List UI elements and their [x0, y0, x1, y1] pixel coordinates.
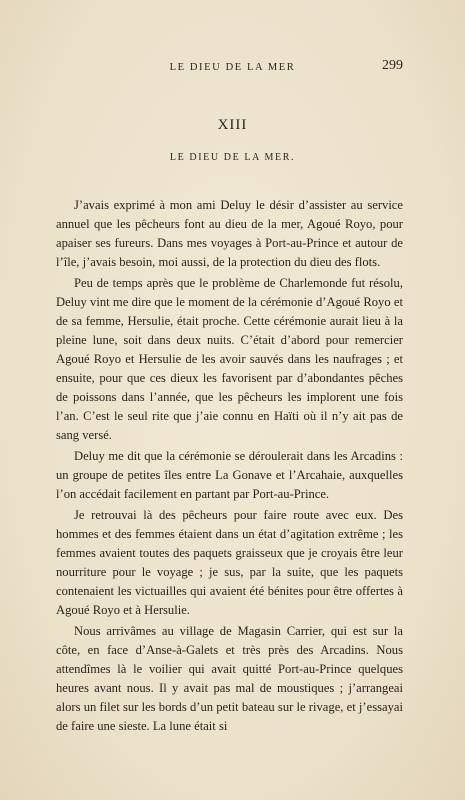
chapter-number: XIII — [217, 117, 248, 133]
body-text — [56, 196, 403, 738]
running-title: LE DIEU DE LA MER — [169, 62, 296, 73]
paragraph: J’avais exprimé à mon ami Deluy le désir d’assister au service annuel que les pêcheurs font au dieu de la mer, Agoué Royo, pour apaiser ses fureurs. Dans mes voyages à Port-au-Prince et autour de l’île, j’avais besoin, moi aussi, de la protection du dieu des flots. — [56, 198, 403, 269]
chapter-title: LE DIEU DE LA MER. — [169, 152, 296, 163]
paragraph: Deluy me dit que la cérémonie se déroulerait dans les Arcadins : un groupe de petites îles entre La Gonave et l’Arcahaie, auxquelles l’on accédait facilement en partant par Port-au-Prince. — [56, 449, 403, 501]
page-number: 299 — [382, 58, 403, 73]
paragraph: Nous arrivâmes au village de Magasin Carrier, qui est sur la côte, en face d’Anse-à-Galets et très près des Arcadins. Nous attendîmes là le voilier qui avait quitté Port-au-Prince quelques heures avant nous. Il y avait pas mal de moustiques ; j’arrangeai alors un filet sur les bords d’un petit bateau sur le rivage, et j’essayai de faire une sieste. La lune était si — [56, 624, 403, 733]
paragraph: Je retrouvai là des pêcheurs pour faire route avec eux. Des hommes et des femmes étaient dans un état d’agitation extrême ; les femmes avaient toutes des paquets graisseux que je croyais être leur nourriture pour le voyage ; je sus, par la suite, que les paquets contenaient les victuailles qui avaient été bénites pour être offertes à Agoué Royo et à Hersulie. — [56, 508, 403, 617]
running-head — [0, 58, 465, 78]
paragraph: Peu de temps après que le problème de Charlemonde fut résolu, Deluy vint me dire que le moment de la cérémonie d’Agoué Royo et de sa femme, Hersulie, était proche. Cette cérémonie aurait lieu à la pleine lune, soit dans deux nuits. C’était d’abord pour remercier Agoué Royo et Hersulie de les avoir sauvés dans les naufrages ; et ensuite, pour que ces dieux les favorisent par d’abondantes pêches de poissons dans l’année, que les pêcheurs les implorent une fois l’an. C’est le seul rite que j’aie connu en Haïti où il n’y ait pas de sang versé. — [56, 276, 403, 442]
